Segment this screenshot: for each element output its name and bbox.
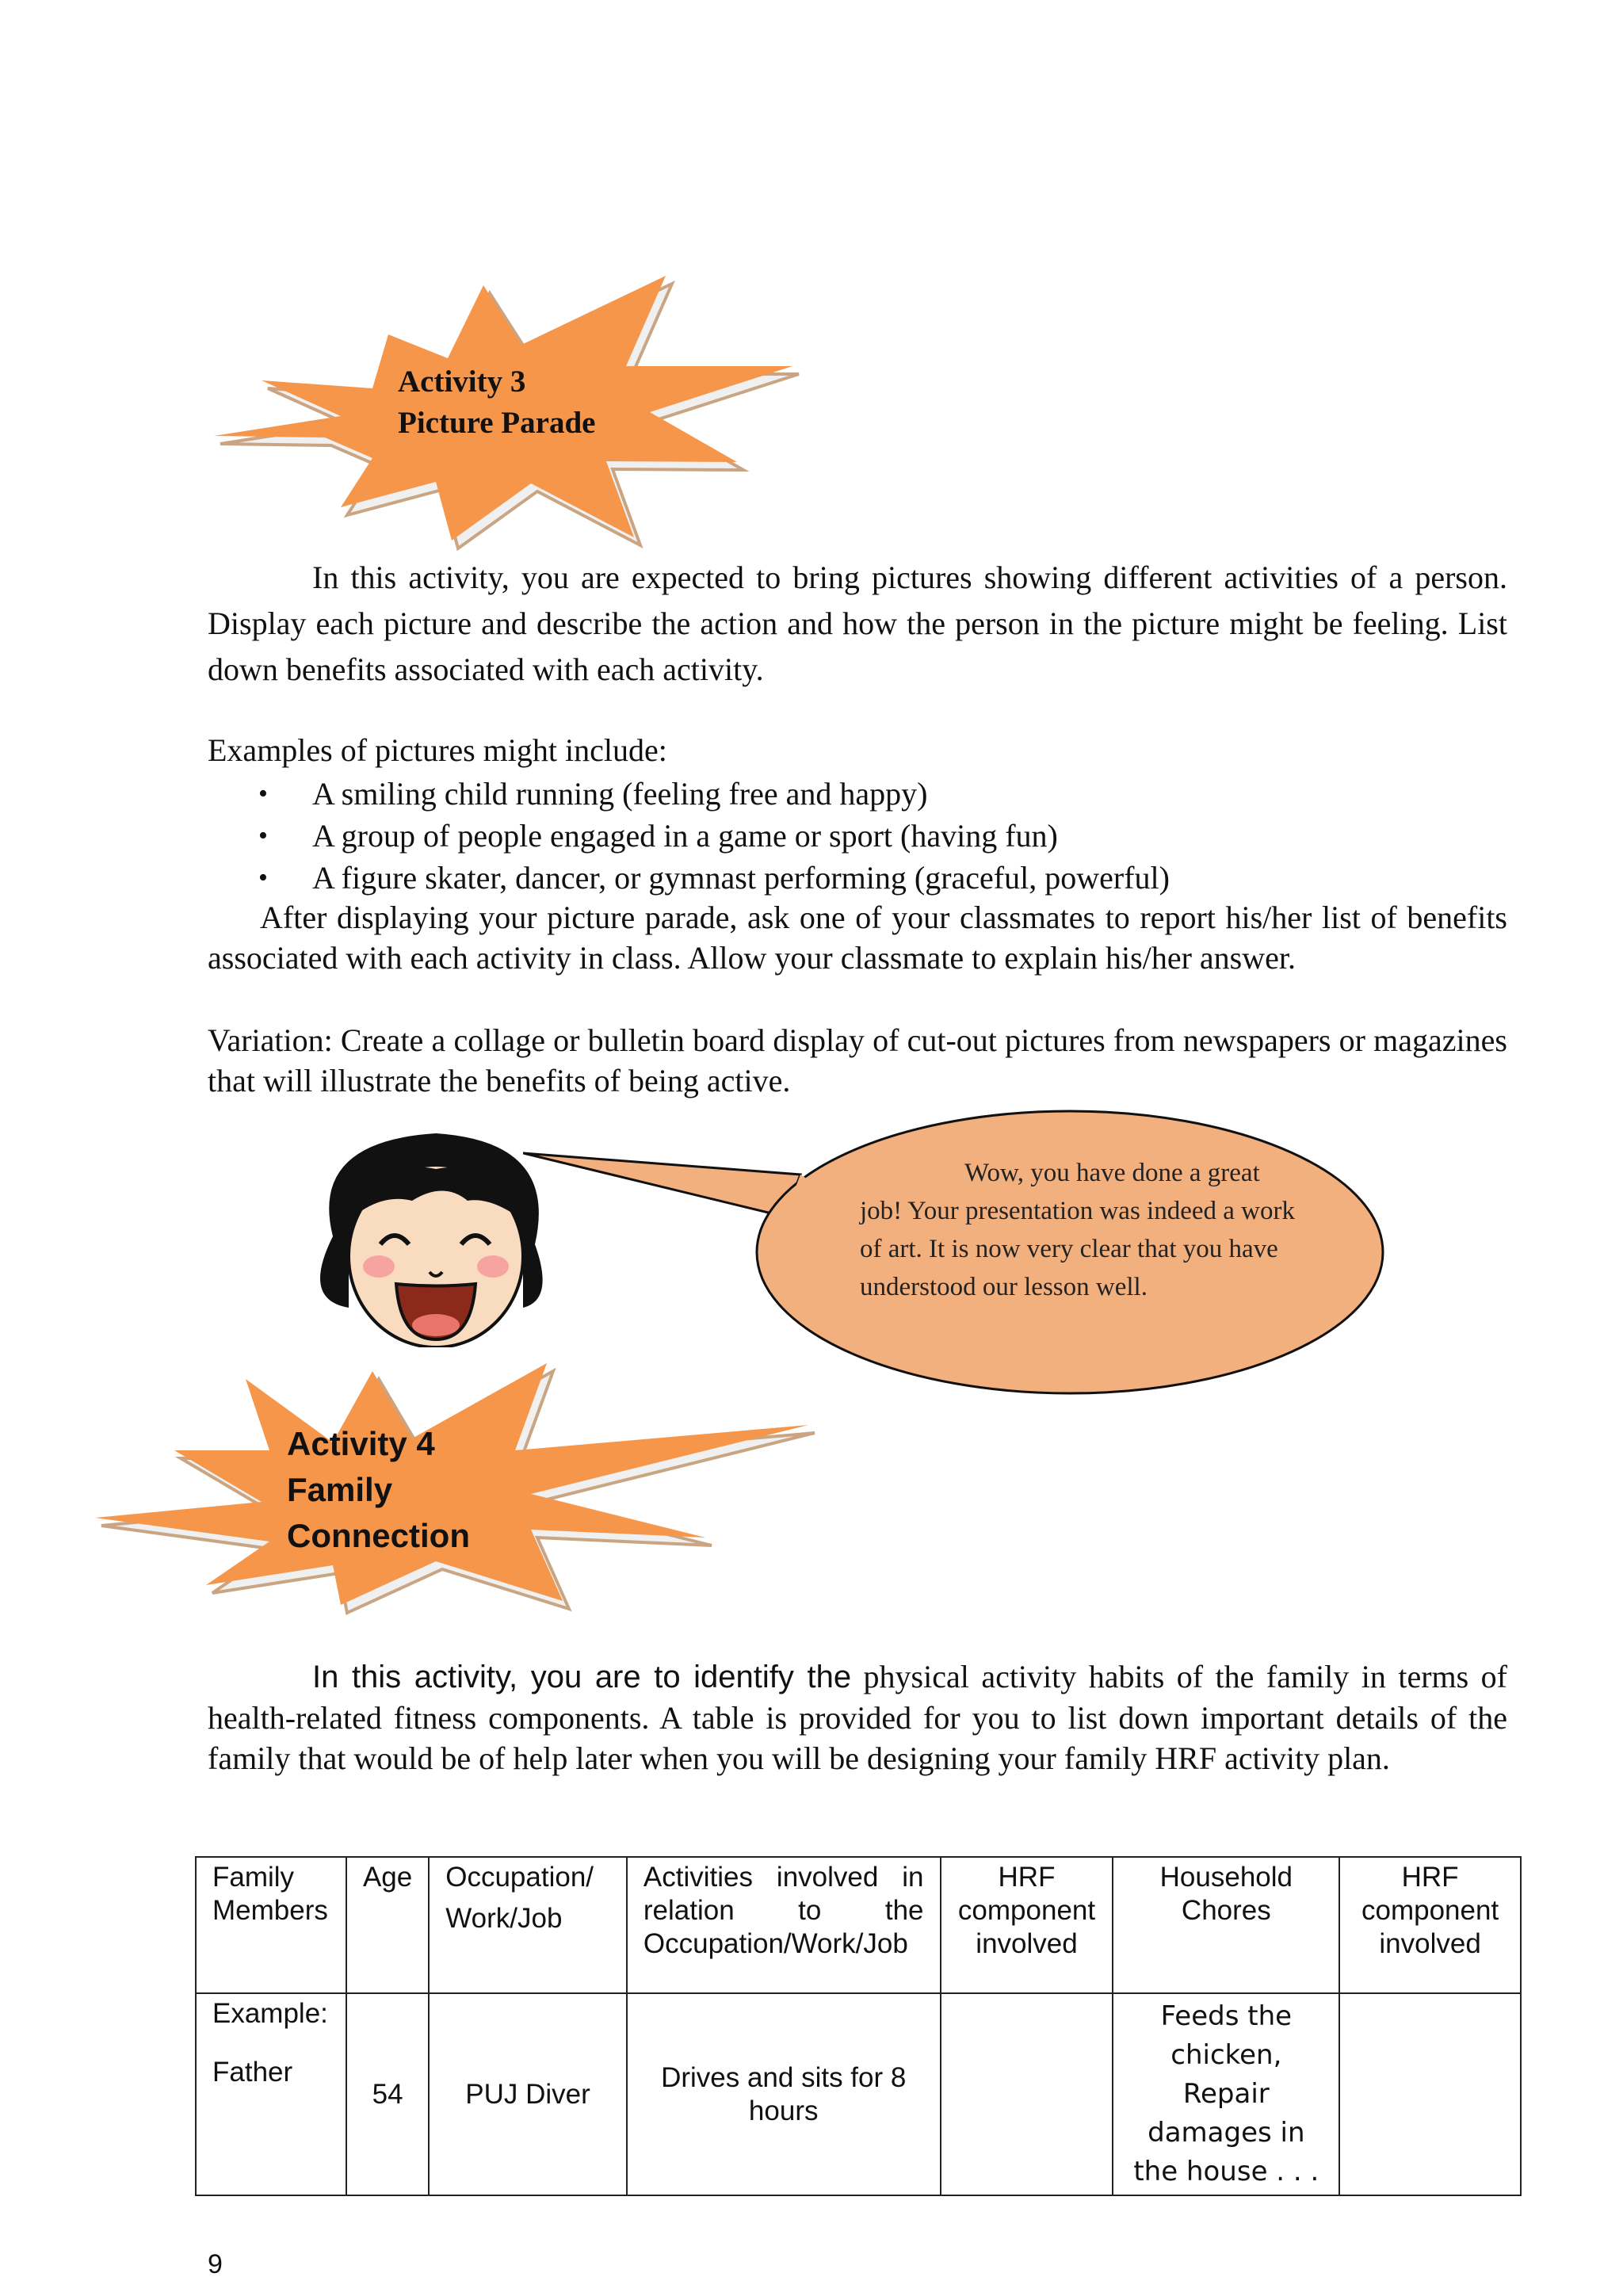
header-household-chores: Household Chores <box>1113 1857 1339 1993</box>
report-instructions: After displaying your picture parade, ask one of your classmates to report his/her list of benefits associated with each activity in class. Allow your classmate to explain his/her answer. <box>208 900 1507 976</box>
bullet-icon: • <box>258 863 268 892</box>
header-hrf-component-2: HRF component involved <box>1339 1857 1521 1993</box>
bullet-icon: • <box>258 779 268 808</box>
activity-4-number: Activity 4 <box>287 1425 435 1462</box>
smiling-girl-icon <box>285 1125 579 1347</box>
activity-4-name-line2: Connection <box>287 1517 470 1554</box>
family-hrf-table <box>195 1856 1522 2196</box>
table-header-row <box>196 1857 1521 1993</box>
speech-bubble-text: Wow, you have done a great job! Your presentation was indeed a work of art. It is now very clear that you have understood our lesson well. <box>860 1159 1295 1301</box>
header-age: Age <box>346 1857 429 1993</box>
header-occupation: Occupation/ Work/Job <box>429 1857 627 1993</box>
activity-4-title <box>287 1421 470 1559</box>
example-item: • A smiling child running (feeling free and happy) <box>208 773 1507 815</box>
header-hrf-component-1: HRF component involved <box>941 1857 1113 1993</box>
example-item: • A group of people engaged in a game or sport (having fun) <box>208 815 1507 857</box>
examples-list <box>208 773 1507 899</box>
examples-label: Examples of pictures might include: <box>208 732 667 768</box>
activity-3-instructions: In this activity, you are expected to bring pictures showing different activities of a person. Display each picture and describe the action and how the person in the picture might be feeling. List down benefits associated with each activity. <box>208 560 1507 687</box>
bullet-icon: • <box>258 821 268 850</box>
example-item: • A figure skater, dancer, or gymnast performing (graceful, powerful) <box>208 857 1507 899</box>
activity-4-name-line1: Family <box>287 1471 393 1508</box>
activity-3-number: Activity 3 <box>398 365 526 399</box>
cell-family-member: Example: Father <box>196 1993 346 2195</box>
header-activities: Activities involved in relation to the Occupation/Work/Job <box>627 1857 941 1993</box>
cell-hrf-component-1 <box>941 1993 1113 2195</box>
cell-household-chores: Feeds the chicken, Repair damages in the house . . . <box>1113 1993 1339 2195</box>
variation-instructions: Variation: Create a collage or bulletin board display of cut-out pictures from newspapers or magazines that will illustrate the benefits of being active. <box>208 1022 1507 1098</box>
cell-hrf-component-2 <box>1339 1993 1521 2195</box>
table-row <box>196 1993 1521 2195</box>
activity-3-title <box>398 361 595 444</box>
header-family-members: Family Members <box>196 1857 346 1993</box>
cell-occupation: PUJ Diver <box>429 1993 627 2195</box>
activity-3-name: Picture Parade <box>398 406 596 440</box>
cell-activities: Drives and sits for 8 hours <box>627 1993 941 2195</box>
page-number: 9 <box>208 2249 223 2279</box>
cell-age: 54 <box>346 1993 429 2195</box>
activity-4-instructions: In this activity, you are to identify the physical activity habits of the family in terms of health-related fitness components. A table is provided for you to list down important details of the family that would be of help later when you will be designing your family HRF activity plan. <box>208 1659 1507 1776</box>
